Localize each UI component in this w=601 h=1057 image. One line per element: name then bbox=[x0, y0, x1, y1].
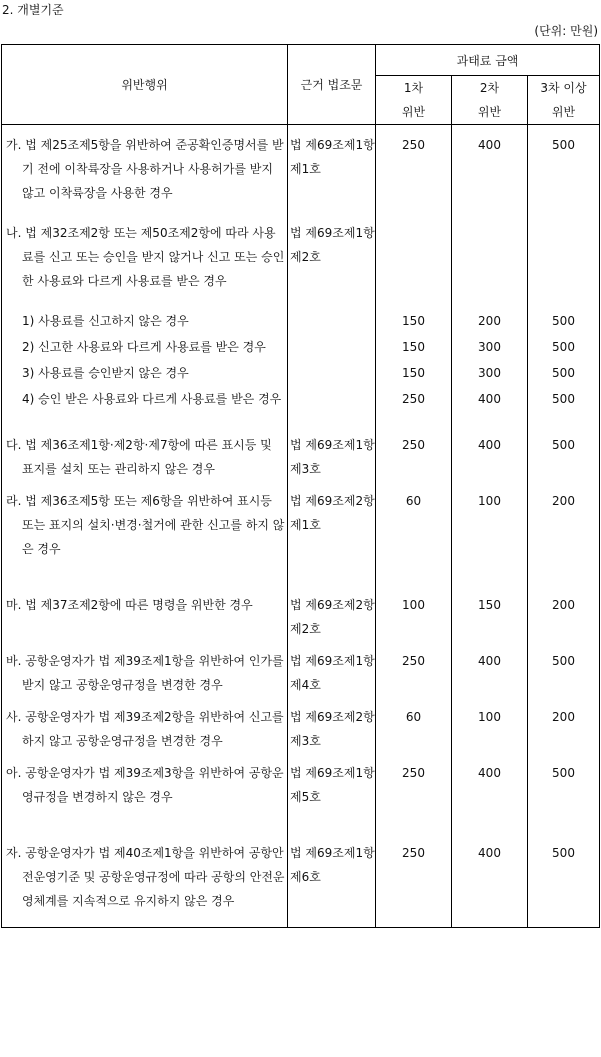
fine-third-cell: 200 bbox=[528, 697, 600, 753]
fine-third-cell: 500 bbox=[528, 641, 600, 697]
fine-second-cell: 300 bbox=[452, 333, 528, 359]
law-cell: 법 제69조제1항제2호 bbox=[288, 205, 376, 293]
fine-third-cell: 500 bbox=[528, 809, 600, 928]
table-row bbox=[2, 753, 600, 809]
violation-cell: 바. 공항운영자가 법 제39조제1항을 위반하여 인가를 받지 않고 공항운영규정을 변경한 경우 bbox=[2, 641, 288, 697]
table-row bbox=[2, 205, 600, 293]
fine-second-cell: 400 bbox=[452, 809, 528, 928]
fine-second-cell: 400 bbox=[452, 753, 528, 809]
law-cell: 법 제69조제2항제2호 bbox=[288, 561, 376, 641]
table-row bbox=[2, 293, 600, 333]
violation-cell: 라. 법 제36조제5항 또는 제6항을 위반하여 표시등 또는 표지의 설치·변경·철거에 관한 신고를 하지 않은 경우 bbox=[2, 481, 288, 561]
fine-third-cell bbox=[528, 205, 600, 293]
fine-third-cell: 500 bbox=[528, 125, 600, 206]
violation-cell: 마. 법 제37조제2항에 따른 명령을 위반한 경우 bbox=[2, 561, 288, 641]
law-cell bbox=[288, 385, 376, 411]
violation-cell: 아. 공항운영자가 법 제39조제3항을 위반하여 공항운영규정을 변경하지 않은 경우 bbox=[2, 753, 288, 809]
violation-cell: 3) 사용료를 승인받지 않은 경우 bbox=[2, 359, 288, 385]
fine-second-cell: 100 bbox=[452, 697, 528, 753]
header-first: 1차 위반 bbox=[376, 76, 452, 125]
fine-third-cell: 500 bbox=[528, 293, 600, 333]
fine-table bbox=[1, 44, 600, 928]
fine-third-cell: 500 bbox=[528, 333, 600, 359]
fine-first-cell: 250 bbox=[376, 125, 452, 206]
violation-cell: 가. 법 제25조제5항을 위반하여 준공확인증명서를 받기 전에 이착륙장을 사용하거나 사용허가를 받지 않고 이착륙장을 사용한 경우 bbox=[2, 125, 288, 206]
law-cell bbox=[288, 333, 376, 359]
table-row bbox=[2, 411, 600, 481]
fine-second-cell: 400 bbox=[452, 385, 528, 411]
fine-first-cell: 250 bbox=[376, 753, 452, 809]
table-row bbox=[2, 333, 600, 359]
header-violation: 위반행위 bbox=[2, 45, 288, 125]
fine-second-cell: 400 bbox=[452, 411, 528, 481]
law-cell: 법 제69조제1항제4호 bbox=[288, 641, 376, 697]
header-second: 2차 위반 bbox=[452, 76, 528, 125]
fine-first-cell: 150 bbox=[376, 293, 452, 333]
law-cell: 법 제69조제1항제6호 bbox=[288, 809, 376, 928]
fine-second-cell: 150 bbox=[452, 561, 528, 641]
table-row bbox=[2, 697, 600, 753]
table-row bbox=[2, 359, 600, 385]
table-row bbox=[2, 561, 600, 641]
fine-second-cell: 300 bbox=[452, 359, 528, 385]
fine-first-cell: 250 bbox=[376, 809, 452, 928]
fine-third-cell: 500 bbox=[528, 753, 600, 809]
fine-third-cell: 500 bbox=[528, 385, 600, 411]
table-row bbox=[2, 125, 600, 206]
fine-first-cell: 250 bbox=[376, 411, 452, 481]
fine-first-cell: 250 bbox=[376, 385, 452, 411]
fine-third-cell: 200 bbox=[528, 561, 600, 641]
fine-first-cell: 60 bbox=[376, 697, 452, 753]
violation-cell: 다. 법 제36조제1항·제2항·제7항에 따른 표시등 및 표지를 설치 또는 관리하지 않은 경우 bbox=[2, 411, 288, 481]
violation-cell: 나. 법 제32조제2항 또는 제50조제2항에 따라 사용료를 신고 또는 승인을 받지 않거나 신고 또는 승인한 사용료와 다르게 사용료를 받은 경우 bbox=[2, 205, 288, 293]
law-cell: 법 제69조제1항제3호 bbox=[288, 411, 376, 481]
law-cell: 법 제69조제2항제1호 bbox=[288, 481, 376, 561]
fine-third-cell: 200 bbox=[528, 481, 600, 561]
fine-first-cell: 250 bbox=[376, 641, 452, 697]
fine-first-cell bbox=[376, 205, 452, 293]
violation-cell: 2) 신고한 사용료와 다르게 사용료를 받은 경우 bbox=[2, 333, 288, 359]
header-fine: 과태료 금액 bbox=[376, 45, 600, 76]
law-cell: 법 제69조제1항제5호 bbox=[288, 753, 376, 809]
table-row bbox=[2, 481, 600, 561]
law-cell: 법 제69조제1항제1호 bbox=[288, 125, 376, 206]
fine-first-cell: 150 bbox=[376, 333, 452, 359]
table-row bbox=[2, 641, 600, 697]
fine-first-cell: 150 bbox=[376, 359, 452, 385]
fine-third-cell: 500 bbox=[528, 359, 600, 385]
violation-cell: 4) 승인 받은 사용료와 다르게 사용료를 받은 경우 bbox=[2, 385, 288, 411]
law-cell: 법 제69조제2항제3호 bbox=[288, 697, 376, 753]
violation-cell: 1) 사용료를 신고하지 않은 경우 bbox=[2, 293, 288, 333]
fine-second-cell bbox=[452, 205, 528, 293]
table-row bbox=[2, 809, 600, 928]
violation-cell: 자. 공항운영자가 법 제40조제1항을 위반하여 공항안전운영기준 및 공항운영규정에 따라 공항의 안전운영체계를 지속적으로 유지하지 않은 경우 bbox=[2, 809, 288, 928]
law-cell bbox=[288, 359, 376, 385]
fine-first-cell: 60 bbox=[376, 481, 452, 561]
fine-second-cell: 100 bbox=[452, 481, 528, 561]
section-title: 2. 개별기준 bbox=[2, 3, 64, 17]
violation-cell: 사. 공항운영자가 법 제39조제2항을 위반하여 신고를 하지 않고 공항운영규정을 변경한 경우 bbox=[2, 697, 288, 753]
header-third: 3차 이상 위반 bbox=[528, 76, 600, 125]
fine-second-cell: 400 bbox=[452, 641, 528, 697]
fine-first-cell: 100 bbox=[376, 561, 452, 641]
fine-third-cell: 500 bbox=[528, 411, 600, 481]
unit-label: (단위: 만원) bbox=[534, 24, 598, 38]
table-row bbox=[2, 385, 600, 411]
header-law: 근거 법조문 bbox=[288, 45, 376, 125]
law-cell bbox=[288, 293, 376, 333]
fine-second-cell: 200 bbox=[452, 293, 528, 333]
fine-second-cell: 400 bbox=[452, 125, 528, 206]
